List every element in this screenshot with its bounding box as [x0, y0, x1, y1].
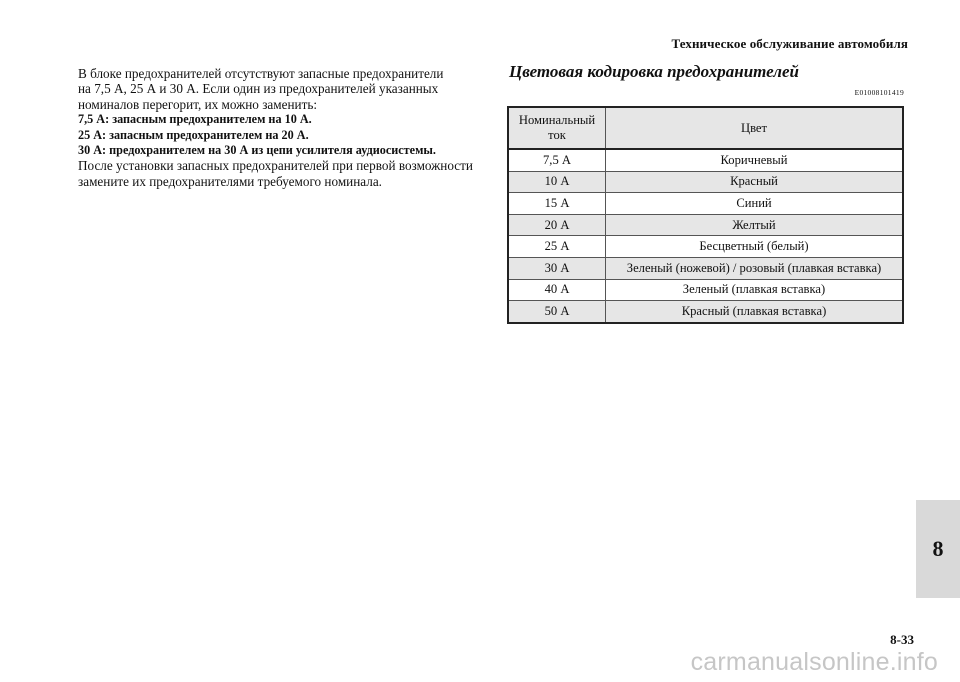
table-row	[508, 301, 903, 323]
text-line: После установки запасных предохранителей при первой возможности	[78, 158, 473, 174]
rating-cell: 15 А	[508, 193, 606, 215]
table-row	[508, 149, 903, 171]
rating-cell: 40 А	[508, 279, 606, 301]
rating-cell: 50 А	[508, 301, 606, 323]
table-row	[508, 236, 903, 258]
text-line: В блоке предохранителей отсутствуют запасные предохранители	[78, 66, 444, 81]
color-cell: Красный (плавкая вставка)	[606, 301, 904, 323]
table-row	[508, 257, 903, 279]
text-line: номиналов перегорит, их можно заменить:	[78, 96, 318, 112]
color-cell: Зеленый (ножевой) / розовый (плавкая вставка)	[606, 257, 904, 279]
section-title: Цветовая кодировка предохранителей	[509, 62, 799, 81]
bold-text-line: 25 А: запасным предохранителем на 20 А.	[78, 127, 309, 142]
text-line: замените их предохранителями требуемого номинала.	[78, 173, 382, 189]
header-color: Цвет	[606, 107, 904, 149]
bold-text-line: 7,5 А: запасным предохранителем на 10 А.	[78, 112, 312, 127]
header-rating-line: ток	[548, 128, 566, 142]
text-line: на 7,5 А, 25 А и 30 А. Если один из предохранителей указанных	[78, 81, 439, 97]
table-row	[508, 171, 903, 193]
color-cell: Зеленый (плавкая вставка)	[606, 279, 904, 301]
page-number: 8-33	[890, 632, 914, 647]
rating-cell: 7,5 А	[508, 149, 606, 171]
fuse-replacement-text	[78, 66, 480, 189]
running-header: Техническое обслуживание автомобиля	[671, 36, 908, 51]
color-cell: Красный	[606, 171, 904, 193]
color-cell: Коричневый	[606, 149, 904, 171]
header-rating-line: Номинальный	[518, 113, 596, 127]
rating-cell: 25 А	[508, 236, 606, 258]
table-row	[508, 214, 903, 236]
table-row	[508, 279, 903, 301]
header-rating	[508, 107, 606, 149]
color-cell: Синий	[606, 193, 904, 215]
watermark: carmanualsonline.info	[690, 648, 938, 676]
bold-text-line: 30 А: предохранителем на 30 А из цепи усилителя аудиосистемы.	[78, 143, 436, 158]
rating-cell: 20 А	[508, 214, 606, 236]
chapter-tab: 8	[916, 500, 960, 598]
table-header-row	[508, 107, 903, 149]
color-cell: Бесцветный (белый)	[606, 236, 904, 258]
color-cell: Желтый	[606, 214, 904, 236]
rating-cell: 10 А	[508, 171, 606, 193]
table-row	[508, 193, 903, 215]
rating-cell: 30 А	[508, 257, 606, 279]
section-code: E01008101419	[854, 88, 904, 97]
fuse-color-table	[507, 106, 904, 324]
